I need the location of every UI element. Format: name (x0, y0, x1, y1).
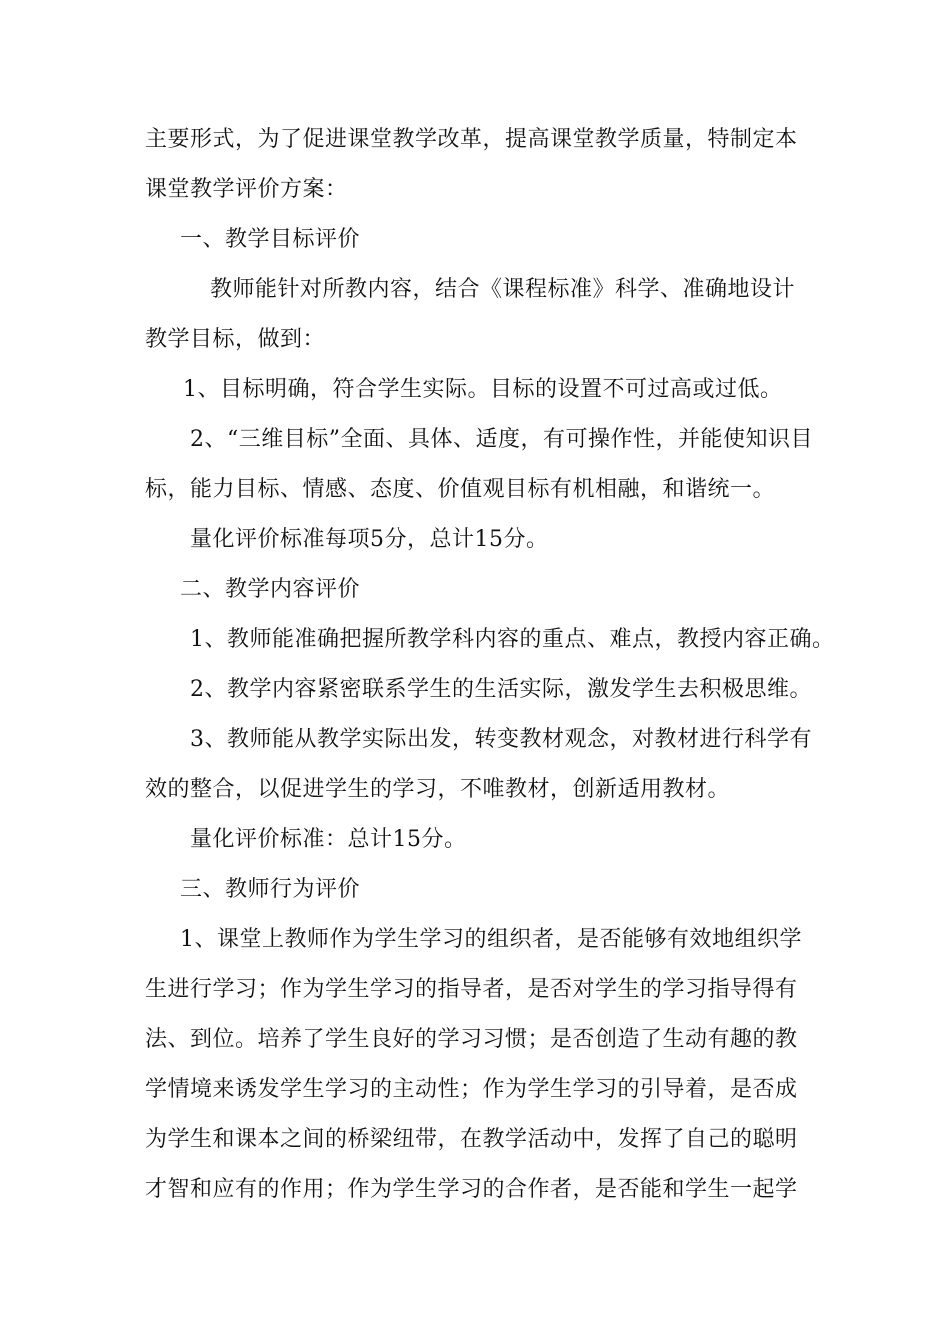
text-line: 生进行学习；作为学生学习的指导者，是否对学生的学习指导得有 (145, 977, 798, 1002)
text-line: 课堂教学评价方案： (145, 177, 348, 202)
text-line: 教师能针对所教内容，结合《课程标准》科学、准确地设计 (210, 277, 796, 302)
list-item: 1、教师能准确把握所教学科内容的重点、难点，教授内容正确。 (190, 627, 835, 652)
text-line: 为学生和课本之间的桥梁纽带，在教学活动中，发挥了自己的聪明 (145, 1127, 798, 1152)
text-line: 法、到位。培养了学生良好的学习习惯；是否创造了生动有趣的教 (145, 1027, 798, 1052)
text-line: 才智和应有的作用；作为学生学习的合作者，是否能和学生一起学 (145, 1177, 798, 1202)
list-item: 2、“三维目标”全面、具体、适度，有可操作性，并能使知识目 (190, 427, 813, 452)
text-line: 效的整合，以促进学生的学习，不唯教材，创新适用教材。 (145, 777, 731, 802)
text-line: 教学目标，做到： (145, 327, 326, 352)
list-item: 2、教学内容紧密联系学生的生活实际，激发学生去积极思维。 (190, 677, 812, 702)
text-line: 学情境来诱发学生学习的主动性；作为学生学习的引导着，是否成 (145, 1077, 798, 1102)
list-item: 1、课堂上教师作为学生学习的组织者，是否能够有效地组织学 (180, 927, 802, 952)
text-line: 标，能力目标、情感、态度、价值观目标有机相融，和谐统一。 (145, 477, 776, 502)
section-heading: 三、教师行为评价 (180, 877, 361, 902)
score-standard: 量化评价标准：总计15分。 (190, 827, 467, 852)
score-standard: 量化评价标准每项5分，总计15分。 (190, 527, 549, 552)
section-heading: 二、教学内容评价 (180, 577, 361, 602)
section-heading: 一、教学目标评价 (180, 227, 361, 252)
list-item: 1、目标明确，符合学生实际。目标的设置不可过高或过低。 (183, 377, 783, 402)
text-line: 主要形式，为了促进课堂教学改革，提高课堂教学质量，特制定本 (145, 127, 798, 152)
list-item: 3、教师能从教学实际出发，转变教材观念，对教材进行科学有 (190, 727, 812, 752)
